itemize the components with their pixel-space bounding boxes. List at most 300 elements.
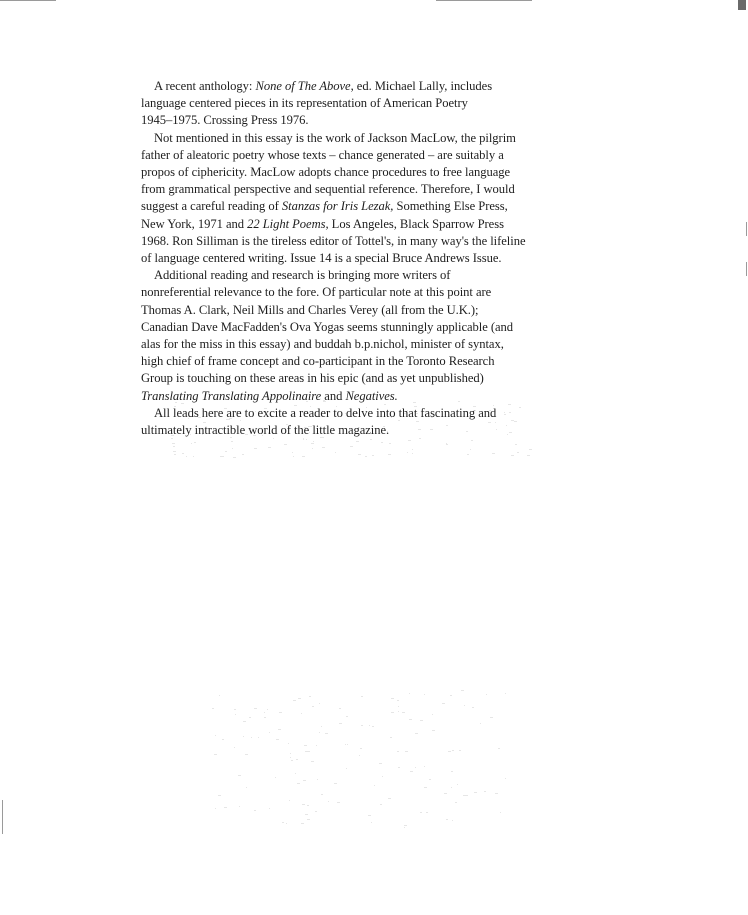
scan-speck <box>415 767 416 768</box>
scan-speck <box>304 745 307 746</box>
scan-speck <box>171 435 174 436</box>
scan-speck <box>219 695 220 696</box>
scan-speck <box>171 438 173 439</box>
text-run: suggest a careful reading of <box>141 199 282 214</box>
scan-speck <box>484 791 486 792</box>
scan-speck <box>505 693 506 694</box>
scan-speck <box>504 412 505 413</box>
scan-speck <box>203 422 206 423</box>
scan-speck <box>391 712 394 713</box>
scan-speck <box>234 747 235 748</box>
scan-speck <box>276 739 279 740</box>
scan-speck <box>312 448 313 449</box>
scan-speck <box>182 453 184 454</box>
scan-edge-top-left <box>0 0 56 1</box>
scan-speck <box>228 419 230 420</box>
scan-speck <box>234 709 236 710</box>
scan-speck <box>334 783 337 784</box>
scan-speck <box>305 814 308 815</box>
scan-speck <box>515 444 517 445</box>
scan-speck <box>508 404 511 405</box>
scan-speck <box>383 426 385 427</box>
scan-speck <box>267 709 268 710</box>
scan-speck <box>230 437 232 438</box>
scan-speck <box>470 449 471 450</box>
scan-speck <box>391 417 392 418</box>
scan-speck <box>292 415 295 416</box>
scan-speck <box>297 783 300 784</box>
text-line <box>141 233 541 250</box>
scan-speck <box>238 775 241 776</box>
scan-speck <box>235 714 236 715</box>
scan-speck <box>446 819 448 820</box>
scan-speck <box>278 729 281 730</box>
text-run: Group is touching on these areas in his epic (and as yet unpublished) <box>141 371 484 386</box>
text-line <box>141 147 541 164</box>
scan-speck <box>321 726 322 727</box>
scan-speck <box>231 441 233 442</box>
scan-speck <box>444 793 447 794</box>
scan-speck <box>174 454 176 455</box>
scan-speck <box>471 440 473 441</box>
text-run: Canadian Dave MacFadden's Ova Yogas seems stunningly applicable (and <box>141 319 514 334</box>
scan-speck <box>420 812 422 813</box>
scan-speck <box>415 733 418 734</box>
scan-speck <box>262 435 263 436</box>
scan-speck <box>242 454 244 455</box>
scan-speck <box>466 795 468 796</box>
scan-speck <box>459 750 461 751</box>
text-run: , ed. Michael Lally, includes <box>350 79 493 93</box>
scan-speck <box>235 411 238 412</box>
scan-edge-top-center <box>436 0 532 1</box>
scan-speck <box>290 753 291 754</box>
text-run: Additional reading and research is bringing more writers of <box>154 268 451 283</box>
scan-speck <box>345 744 346 745</box>
scan-speck <box>381 442 383 443</box>
scan-speck <box>311 443 314 444</box>
scan-speck <box>347 744 348 745</box>
scan-edge-left <box>2 800 3 834</box>
scan-speck <box>199 429 202 430</box>
scan-speck <box>303 780 306 781</box>
text-run: New York, 1971 and <box>141 216 248 231</box>
text-run: Something Else Press, <box>393 199 508 214</box>
scan-speck <box>325 733 328 734</box>
scan-speck <box>463 795 466 796</box>
scan-speck <box>245 754 248 755</box>
scan-speck <box>294 405 297 406</box>
scan-speck <box>249 717 251 718</box>
scan-speck <box>304 427 307 428</box>
scan-speck <box>424 694 425 695</box>
scan-speck <box>194 442 196 443</box>
scan-speck <box>432 730 435 731</box>
text-run: ultimately intractible world of the little magazine. <box>141 423 390 438</box>
scan-speck <box>384 404 386 405</box>
scan-speck <box>310 426 312 427</box>
scan-speck <box>430 429 433 430</box>
scan-speck <box>448 751 451 752</box>
essay-notes-text <box>141 78 541 439</box>
scan-speck <box>253 435 256 436</box>
scan-speck <box>269 732 270 733</box>
scan-speck <box>398 711 399 712</box>
text-run: high chief of frame concept and co-participant in the Toronto Research <box>141 354 495 369</box>
text-run: alas for the miss in this essay) and buddah b.p.nichol, minister of syntax, <box>141 337 504 352</box>
scan-speck <box>173 446 175 447</box>
scan-speck <box>336 406 337 407</box>
scan-speck <box>474 410 476 411</box>
italic-title: 22 Light Poems, <box>247 216 329 231</box>
scan-speck <box>185 428 188 429</box>
scan-speck <box>268 447 271 448</box>
scan-speck <box>225 451 227 452</box>
scan-speck <box>292 452 293 453</box>
scan-speck <box>337 802 340 803</box>
scan-speck <box>427 416 429 417</box>
scan-speck <box>322 437 324 438</box>
scan-speck <box>223 456 224 457</box>
scan-speck <box>251 737 252 738</box>
scan-speck <box>309 432 310 433</box>
scan-speck <box>409 719 412 720</box>
scan-speck <box>335 452 336 453</box>
scan-speck <box>474 792 477 793</box>
scan-speck <box>507 434 508 435</box>
text-line <box>141 216 541 233</box>
scan-speck <box>301 823 304 824</box>
text-line <box>141 336 541 353</box>
scan-speck <box>346 768 347 769</box>
scan-speck <box>446 425 448 426</box>
scan-speck <box>193 456 194 457</box>
scan-speck <box>312 706 314 707</box>
scan-speck <box>450 695 452 696</box>
text-line <box>141 370 541 387</box>
text-run: 1968. Ron Silliman is the tireless editor of Tottel's, in many way's the lifeline <box>141 233 526 248</box>
scan-speck <box>391 698 394 699</box>
scan-speck <box>488 422 491 423</box>
scan-speck <box>321 794 323 795</box>
scan-speck <box>451 787 452 788</box>
scan-speck <box>366 407 367 408</box>
text-line <box>141 319 541 336</box>
scan-speck <box>173 451 176 452</box>
scan-speck <box>360 748 362 749</box>
scan-speck <box>240 420 241 421</box>
text-run: A recent anthology: <box>154 79 256 93</box>
scan-speck <box>380 804 382 805</box>
bleed-through-area-upper <box>170 400 540 460</box>
scan-speck <box>289 800 290 801</box>
scan-speck <box>506 425 507 426</box>
scan-speck <box>254 448 257 449</box>
italic-title: None of The Above <box>255 79 351 93</box>
scan-speck <box>275 777 276 778</box>
scan-speck <box>374 785 375 786</box>
scan-speck <box>467 454 469 455</box>
scan-speck <box>402 712 405 713</box>
scan-speck <box>293 456 294 457</box>
scan-speck <box>293 700 296 701</box>
scan-speck <box>398 706 399 707</box>
scan-speck <box>202 434 203 435</box>
scan-speck <box>397 751 399 752</box>
text-line <box>141 250 541 267</box>
scan-speck <box>495 422 496 423</box>
text-run: propos of ciphericity. MacLow adopts chance procedures to free language <box>141 165 511 180</box>
paragraph <box>141 267 541 405</box>
paragraph <box>141 78 541 130</box>
scan-speck <box>460 414 461 415</box>
scan-speck <box>361 725 363 726</box>
text-line <box>141 164 541 181</box>
scan-speck <box>264 408 267 409</box>
scan-speck <box>339 708 341 709</box>
scan-speck <box>412 449 413 450</box>
scan-speck <box>243 736 244 737</box>
scan-speck <box>186 456 187 457</box>
scan-speck <box>405 751 408 752</box>
scan-speck <box>286 823 287 824</box>
scan-speck <box>226 419 228 420</box>
scan-speck <box>407 410 408 411</box>
scan-speck <box>415 413 418 414</box>
scan-speck <box>461 690 464 691</box>
scan-speck <box>279 712 282 713</box>
scan-speck <box>345 413 347 414</box>
scan-speck <box>307 805 309 806</box>
text-line <box>141 267 541 284</box>
scan-speck <box>529 449 532 450</box>
text-line <box>141 78 541 95</box>
scan-speck <box>282 822 284 823</box>
scan-speck <box>191 443 192 444</box>
scan-speck <box>302 456 305 457</box>
scan-speck <box>301 713 302 714</box>
scan-speck <box>212 708 214 709</box>
scan-speck <box>264 712 265 713</box>
scan-speck <box>452 820 453 821</box>
scan-speck <box>370 439 372 440</box>
scan-speck <box>190 434 191 435</box>
text-run: and <box>321 388 346 403</box>
scan-speck <box>495 793 498 794</box>
scan-speck <box>188 418 189 419</box>
scan-edge-top-right <box>738 0 746 10</box>
scan-speck <box>457 784 458 785</box>
text-run: from grammatical perspective and sequential reference. Therefore, I would <box>141 182 515 197</box>
scan-speck <box>303 438 304 439</box>
scan-speck <box>473 406 476 407</box>
scan-speck <box>496 429 497 430</box>
scan-speck <box>424 787 427 788</box>
scan-speck <box>218 795 221 796</box>
scan-speck <box>365 456 367 457</box>
scan-speck <box>498 748 500 749</box>
scan-speck <box>310 406 311 407</box>
scan-speck <box>214 754 217 755</box>
scan-speck <box>286 424 288 425</box>
scan-speck <box>404 827 405 828</box>
text-run: 1945–1975. Crossing Press 1976. <box>141 113 309 128</box>
scan-speck <box>311 761 314 762</box>
scan-speck <box>429 779 431 780</box>
scan-speck <box>489 410 491 411</box>
scan-speck <box>174 406 176 407</box>
scan-speck <box>215 735 216 736</box>
text-line <box>141 112 541 129</box>
scan-speck <box>418 429 421 430</box>
scan-speck <box>172 443 175 444</box>
scan-speck <box>492 453 495 454</box>
scan-speck <box>420 720 423 721</box>
text-run: Thomas A. Clark, Neil Mills and Charles Verey (all from the U.K.); <box>141 302 479 317</box>
scan-speck <box>382 776 383 777</box>
scan-speck <box>306 439 307 440</box>
scan-speck <box>413 402 416 403</box>
scan-speck <box>409 693 410 694</box>
scan-edge-right-2 <box>746 262 747 276</box>
scan-speck <box>268 432 269 433</box>
scan-speck <box>514 421 517 422</box>
italic-title: Stanzas for Iris Lezak, <box>281 199 394 214</box>
text-line <box>141 198 541 215</box>
scan-speck <box>480 723 481 724</box>
scan-speck <box>388 798 391 799</box>
scan-speck <box>323 401 326 402</box>
scan-speck <box>320 437 322 438</box>
scan-speck <box>298 698 301 699</box>
paragraph <box>141 130 541 268</box>
scan-speck <box>302 804 305 805</box>
scan-speck <box>419 438 421 439</box>
scan-speck <box>426 812 428 813</box>
scan-speck <box>390 737 392 738</box>
text-run: Los Angeles, Black Sparrow Press <box>328 216 504 231</box>
scan-speck <box>296 759 298 760</box>
scan-speck <box>350 446 353 447</box>
scan-speck <box>255 411 256 412</box>
scan-speck <box>254 708 257 709</box>
scan-speck <box>198 417 201 418</box>
scan-speck <box>387 431 388 432</box>
scan-speck <box>294 428 297 429</box>
scan-speck <box>424 766 425 767</box>
scan-speck <box>306 401 308 402</box>
scan-speck <box>509 412 511 413</box>
scan-speck <box>313 441 314 442</box>
scan-speck <box>466 431 468 432</box>
scan-speck <box>455 802 457 803</box>
scan-speck <box>379 763 382 764</box>
scan-speck <box>317 779 318 780</box>
scan-speck <box>339 723 342 724</box>
scan-speck <box>458 401 460 402</box>
text-run: of language centered writing. Issue 14 is a special Bruce Andrews Issue. <box>141 251 502 266</box>
scan-speck <box>273 438 274 439</box>
scan-speck <box>431 417 433 418</box>
scan-speck <box>446 444 448 445</box>
scan-speck <box>359 755 360 756</box>
scan-speck <box>398 767 400 768</box>
text-line <box>141 302 541 319</box>
scan-speck <box>319 703 320 704</box>
scan-speck <box>414 406 417 407</box>
scan-speck <box>442 703 445 704</box>
scan-speck <box>519 407 521 408</box>
italic-title: Negatives. <box>345 388 398 403</box>
scan-speck <box>361 696 363 697</box>
scan-speck <box>328 801 329 802</box>
scan-speck <box>486 694 487 695</box>
scan-speck <box>181 403 184 404</box>
scan-speck <box>269 808 270 809</box>
scan-speck <box>432 714 433 715</box>
text-line <box>141 181 541 198</box>
scan-speck <box>368 815 371 816</box>
scan-speck <box>350 429 351 430</box>
scan-speck <box>254 810 256 811</box>
scan-speck <box>258 737 259 738</box>
scan-speck <box>389 443 391 444</box>
scan-speck <box>246 787 247 788</box>
scan-speck <box>245 434 248 435</box>
scan-speck <box>504 414 506 415</box>
scan-speck <box>295 773 296 774</box>
scan-speck <box>309 696 311 697</box>
scan-speck <box>408 440 411 441</box>
scan-speck <box>410 771 413 772</box>
scan-speck <box>397 700 399 701</box>
scan-speck <box>464 705 465 706</box>
scan-speck <box>372 726 374 727</box>
scan-speck <box>511 455 514 456</box>
scan-edge-right-1 <box>746 222 747 236</box>
text-run: father of aleatoric poetry whose texts – chance generated – are suitably a <box>141 147 504 162</box>
scan-speck <box>290 757 291 758</box>
scan-speck <box>229 418 232 419</box>
scan-speck <box>284 444 287 445</box>
scan-speck <box>505 778 506 779</box>
text-run: All leads here are to excite a reader to delve into that fascinating and <box>154 405 497 420</box>
scan-speck <box>307 751 310 752</box>
scan-speck <box>388 454 391 455</box>
scan-speck <box>517 452 519 453</box>
scan-speck <box>222 739 224 740</box>
scan-speck <box>175 402 177 403</box>
scan-speck <box>291 760 293 761</box>
scan-speck <box>372 455 374 456</box>
scan-speck <box>303 439 304 440</box>
scan-speck <box>358 454 361 455</box>
scan-speck <box>356 441 359 442</box>
scan-speck <box>404 413 406 414</box>
text-line <box>141 95 541 112</box>
scan-speck <box>243 721 246 722</box>
scan-speck <box>490 717 493 718</box>
bleed-through-area-lower <box>210 690 510 830</box>
scan-speck <box>316 745 317 746</box>
scan-speck <box>407 452 408 453</box>
text-run: language centered pieces in its representation of American Poetry <box>141 96 468 111</box>
scan-speck <box>224 408 227 409</box>
scan-speck <box>232 448 233 449</box>
scan-speck <box>500 812 501 813</box>
scan-speck <box>224 807 227 808</box>
scan-speck <box>527 455 530 456</box>
